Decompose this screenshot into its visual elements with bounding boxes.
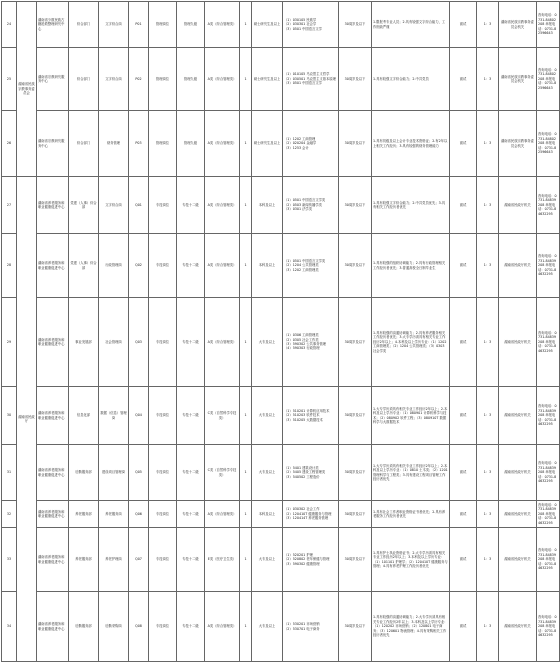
department: 综合部门 — [69, 111, 99, 177]
post-category: A类（综合管理类） — [205, 177, 240, 234]
major-item: （2）1204 公共管理类 — [284, 263, 319, 268]
row-number: 32 — [2, 501, 17, 528]
department: 养老服务部 — [69, 501, 99, 528]
supervising-dept: 湖南省民政厅机关 — [499, 528, 537, 592]
unit-name: 湖南省养老服务和职业健康促进中心 — [37, 528, 69, 592]
major-item: （3）0501 中国语言文学 — [284, 26, 322, 31]
row-number: 33 — [2, 528, 17, 592]
post-type: 管理岗位 — [149, 2, 177, 48]
post-grade: 专技十二级 — [177, 592, 205, 662]
major-item: （1）5401 建筑设计类 — [284, 465, 319, 470]
contact-phone: 咨询电话：0731-84839208 举报电话：0731-84632295 — [537, 528, 560, 592]
major-item: （2）030301 社会学 — [284, 22, 317, 27]
department: 养老服务部 — [69, 528, 99, 592]
post-grade: 专技十二级 — [177, 177, 205, 234]
row-number: 29 — [2, 298, 17, 387]
major-item: （3）120414T 养老服务管理 — [284, 516, 329, 521]
post-code: Q01 — [129, 177, 149, 234]
age-limit: 30周岁及以下 — [339, 111, 372, 177]
head-count: 1 — [240, 445, 252, 501]
major-list — [283, 528, 339, 592]
major-list — [283, 234, 339, 298]
row-number: 24 — [2, 2, 17, 48]
table-row — [2, 48, 560, 111]
post-type: 专技岗位 — [149, 177, 177, 234]
education: 本科及以上 — [252, 501, 283, 528]
post-name: 文字综合岗 — [99, 177, 129, 234]
exam-method: 面试 — [450, 387, 477, 445]
post-code: Q02 — [129, 234, 149, 298]
table-body — [2, 2, 560, 662]
post-code: Q07 — [129, 528, 149, 592]
major-list — [283, 177, 339, 234]
education: 大专及以上 — [252, 592, 283, 662]
row-number: 30 — [2, 387, 17, 445]
post-type: 专技岗位 — [149, 528, 177, 592]
post-category: A类（综合管理类） — [205, 111, 240, 177]
post-type: 专技岗位 — [149, 445, 177, 501]
major-item: （4）590303 行政管理 — [284, 346, 320, 351]
major-list — [283, 501, 339, 528]
other-requirements: 1.限报考专业人员；2.具有较强文字综合能力，工作细致严谨 — [372, 2, 450, 48]
major-item: （2）020204 金融学 — [284, 141, 317, 146]
major-item: （3）0501 中国语言文学 — [284, 81, 322, 86]
supervising-dept: 湖南省民政厅机关 — [499, 177, 537, 234]
head-count: 1 — [240, 298, 252, 387]
unit-name: 湖南省宗教研究服务中心 — [37, 48, 69, 111]
ratio: 1：3 — [477, 298, 499, 387]
table-row — [2, 445, 560, 501]
major-item: （2）030501 马克思主义基本原理 — [284, 76, 336, 81]
contact-phone: 咨询电话：0731-84802208 举报电话：0731-82596643 — [537, 48, 560, 111]
table-row — [2, 501, 560, 528]
exam-method: 面试 — [450, 2, 477, 48]
department: 综合部门 — [69, 48, 99, 111]
major-item: （2）5405 建设工程管理类 — [284, 470, 326, 475]
education: 硕士研究生及以上 — [252, 48, 283, 111]
major-item: （3）590302 健康管理 — [284, 561, 320, 566]
exam-method: 面试 — [450, 528, 477, 592]
major-list — [283, 111, 339, 177]
department: 党建（人事）综合部 — [69, 234, 99, 298]
department: 后勤服务部 — [69, 592, 99, 662]
department: 信息化部 — [69, 387, 99, 445]
head-count: 1 — [240, 177, 252, 234]
department: 后勤服务部 — [69, 445, 99, 501]
major-item: （1）0306 工商管理类 — [284, 333, 319, 338]
major-list — [283, 387, 339, 445]
contact-phone: 咨询电话：0731-84802208 举报电话：0731-82596643 — [537, 2, 560, 48]
major-item: （2）0305 社会工作类 — [284, 337, 319, 342]
contact-phone: 咨询电话：0731-84839208 举报电话：0731-84632295 — [537, 501, 560, 528]
post-code: P01 — [129, 2, 149, 48]
post-code: P02 — [129, 48, 149, 111]
supervising-dept: 湖南省民政厅机关 — [499, 445, 537, 501]
post-category: A类（综合管理类） — [205, 234, 240, 298]
post-grade: 专技十二级 — [177, 445, 205, 501]
unit-name: 湖南省养老服务和职业健康促进中心 — [37, 592, 69, 662]
major-list — [283, 48, 339, 111]
post-category: E类（医疗卫生类） — [205, 528, 240, 592]
table-row — [2, 2, 560, 48]
post-category: A类（综合管理类） — [205, 592, 240, 662]
major-item: （1）520201 护理 — [284, 552, 313, 557]
major-item: （3）1202 工商管理类 — [284, 267, 319, 272]
head-count: 1 — [240, 592, 252, 662]
education: 本科及以上 — [252, 234, 283, 298]
major-item: （3）510205 大数据技术 — [284, 417, 323, 422]
table-row — [2, 528, 560, 592]
post-grade: 管理九级 — [177, 2, 205, 48]
ratio: 1：3 — [477, 234, 499, 298]
supervising-dept: 湖南省民政厅机关 — [499, 387, 537, 445]
ratio: 1：3 — [477, 177, 499, 234]
other-requirements: 1.大专学历须具有相关专业工作经历2年以上；2.本科及以上学历专业：（1）080901 计算机科学与技术；（2）080902 软件工程；（3）080910T 数据科学与大数据技术 — [372, 387, 450, 445]
unit-name: 湖南省养老服务和职业健康促进中心 — [37, 298, 69, 387]
major-item: （1）530201 市场营销 — [284, 622, 320, 627]
supervising-dept: 湖南省民族宗教事务委员会机关 — [499, 48, 537, 111]
exam-method: 面试 — [450, 111, 477, 177]
education: 大专及以上 — [252, 387, 283, 445]
other-requirements: 1.具有较强的沟通协调能力；2.大专学历须具有相关专业工作经历2年以上；3.本科及以上学历专业：（1）120202 市场营销；（2）120801 电子商务；（3）120601 物流管理；4.具有采购相关工作经历者优先 — [372, 592, 450, 662]
age-limit: 30周岁及以下 — [339, 592, 372, 662]
head-count: 1 — [240, 2, 252, 48]
major-item: （1）010105 马克思主义哲学 — [284, 72, 330, 77]
major-item: （2）0503 新闻传播学类 — [284, 202, 322, 207]
head-count: 1 — [240, 234, 252, 298]
post-grade: 专技十二级 — [177, 298, 205, 387]
other-requirements: 1.具有护士执业资格证书；2.大专学历须具有相关专业工作经历2年以上；3.本科及以上学历专业：（1）101101 护理学；（2）120410T 健康服务与管理；4.具有养老护理工作经历者优先 — [372, 528, 450, 592]
post-grade: 专技十二级 — [177, 234, 205, 298]
post-grade: 专技十二级 — [177, 501, 205, 528]
post-category: A类（综合管理类） — [205, 2, 240, 48]
exam-method: 面试 — [450, 48, 477, 111]
contact-phone: 咨询电话：0731-84839208 举报电话：0731-84632295 — [537, 445, 560, 501]
head-count: 1 — [240, 501, 252, 528]
major-list — [283, 298, 339, 387]
major-item: （1）030105 民族学 — [284, 17, 317, 22]
ratio: 1：3 — [477, 387, 499, 445]
supervising-dept: 湖南省民政厅机关 — [499, 234, 537, 298]
education: 硕士研究生及以上 — [252, 2, 283, 48]
supervising-dept: 湖南省民政厅机关 — [499, 592, 537, 662]
post-category: A类（综合管理类） — [205, 48, 240, 111]
exam-method: 面试 — [450, 445, 477, 501]
ratio: 1：3 — [477, 111, 499, 177]
education: 硕士研究生及以上 — [252, 111, 283, 177]
major-item: （1）030302 社会工作 — [284, 507, 320, 512]
post-name: 社会管理岗 — [99, 298, 129, 387]
post-name: 养老护理岗 — [99, 528, 129, 592]
exam-method: 面试 — [450, 177, 477, 234]
department: 事业发展部 — [69, 298, 99, 387]
row-number: 31 — [2, 445, 17, 501]
age-limit: 30周岁及以下 — [339, 501, 372, 528]
age-limit: 30周岁及以下 — [339, 528, 372, 592]
major-item: （2）530701 电子商务 — [284, 626, 320, 631]
exam-method: 面试 — [450, 592, 477, 662]
post-name: 行政管理岗 — [99, 234, 129, 298]
post-name: 养老服务岗 — [99, 501, 129, 528]
unit-name: 湖南省宗教研究服务中心 — [37, 111, 69, 177]
group-label: 湖南省民族宗教事务委员会 — [17, 2, 37, 177]
table-row — [2, 111, 560, 177]
row-number: 34 — [2, 592, 17, 662]
major-item: （1）1202 工商管理 — [284, 136, 316, 141]
major-item: （1）510201 计算机应用技术 — [284, 408, 330, 413]
post-grade: 管理九级 — [177, 111, 205, 177]
ratio: 1：3 — [477, 48, 499, 111]
age-limit: 30周岁及以下 — [339, 177, 372, 234]
major-item: （1）0501 中国语言文学类 — [284, 198, 326, 203]
post-type: 管理岗位 — [149, 111, 177, 177]
unit-name: 湖南省养老服务和职业健康促进中心 — [37, 445, 69, 501]
post-category: C类（自然科学专技类） — [205, 445, 240, 501]
head-count: 1 — [240, 387, 252, 445]
unit-name: 湖南省养老服务和职业健康促进中心 — [37, 387, 69, 445]
education: 大专及以上 — [252, 445, 283, 501]
row-number: 26 — [2, 111, 17, 177]
post-type: 专技岗位 — [149, 387, 177, 445]
post-category: A类（综合管理类） — [205, 298, 240, 387]
post-code: Q08 — [129, 592, 149, 662]
education: 大专及以上 — [252, 298, 283, 387]
contact-phone: 咨询电话：0731-84839208 举报电话：0731-84632295 — [537, 387, 560, 445]
ratio: 1：3 — [477, 501, 499, 528]
post-grade: 专技十二级 — [177, 528, 205, 592]
age-limit: 30周岁及以下 — [339, 298, 372, 387]
post-name: 文字综合岗 — [99, 48, 129, 111]
post-code: Q03 — [129, 298, 149, 387]
other-requirements: 1.具有较强文字综合能力；2.中共党员 — [372, 48, 450, 111]
age-limit: 30周岁及以下 — [339, 445, 372, 501]
post-name: 后勤采购岗 — [99, 592, 129, 662]
table-row — [2, 387, 560, 445]
contact-phone: 咨询电话：0731-84802208 举报电话：0731-82596643 — [537, 111, 560, 177]
ratio: 1：3 — [477, 2, 499, 48]
major-item: （2）510203 软件技术 — [284, 413, 320, 418]
post-grade: 管理九级 — [177, 48, 205, 111]
post-type: 管理岗位 — [149, 48, 177, 111]
age-limit: 30周岁及以下 — [339, 2, 372, 48]
contact-phone: 咨询电话：0731-84839208 举报电话：0731-84632295 — [537, 298, 560, 387]
major-item: （1）0501 中国语言文学类 — [284, 258, 326, 263]
exam-method: 面试 — [450, 234, 477, 298]
exam-method: 面试 — [450, 501, 477, 528]
row-number: 25 — [2, 48, 17, 111]
row-number: 27 — [2, 177, 17, 234]
post-name: 文字综合岗 — [99, 2, 129, 48]
unit-name: 湖南省养老服务和职业健康促进中心 — [37, 234, 69, 298]
other-requirements: 1.具有初级及以上会计专业技术资格证；2.有2年以上相关工作经历；3.具有较强的财务管理能力 — [372, 111, 450, 177]
head-count: 1 — [240, 48, 252, 111]
major-item: （2）120410T 健康服务与管理 — [284, 511, 332, 516]
supervising-dept: 湖南省民族宗教事务委员会机关 — [499, 2, 537, 48]
other-requirements: 1.具有较强文字综合能力；2.中共党员优先；3.具有相关工作经历者优先 — [372, 177, 450, 234]
major-list — [283, 2, 339, 48]
unit-name: 湖南省养老服务和职业健康促进中心 — [37, 501, 69, 528]
education: 大专及以上 — [252, 528, 283, 592]
post-type: 专技岗位 — [149, 234, 177, 298]
exam-method: 面试 — [450, 298, 477, 387]
education: 本科及以上 — [252, 177, 283, 234]
post-code: Q05 — [129, 445, 149, 501]
major-list — [283, 445, 339, 501]
other-requirements: 1.具有较强的沟通协调能力；2.具有养老服务相关工作经历者优先；3.大专学历须具有相关专业工作经历2年以上；4.本科及以上学历专业：（1）1202 工商管理类；（2）1204 公共管理类；（3）0303 社会学类 — [372, 298, 450, 387]
major-item: （3）590302 公共事务管理 — [284, 342, 327, 346]
major-item: （3）0301 法学类 — [284, 207, 313, 212]
post-type: 专技岗位 — [149, 298, 177, 387]
post-type: 专技岗位 — [149, 592, 177, 662]
age-limit: 30周岁及以下 — [339, 234, 372, 298]
supervising-dept: 湖南省民政厅机关 — [499, 501, 537, 528]
head-count: 1 — [240, 528, 252, 592]
table-row — [2, 298, 560, 387]
contact-phone: 咨询电话：0731-84839208 举报电话：0731-84632295 — [537, 177, 560, 234]
post-type: 专技岗位 — [149, 501, 177, 528]
contact-phone: 咨询电话：0731-84839208 举报电话：0731-84632295 — [537, 592, 560, 662]
other-requirements: 1.具有社会工作者职业资格证书者优先；2.具有养老服务工作经历者优先 — [372, 501, 450, 528]
unit-name: 湖南省少数民族古籍抢救整理研究中心 — [37, 2, 69, 48]
post-name: 数据（信息）管理岗 — [99, 387, 129, 445]
row-number: 28 — [2, 234, 17, 298]
post-code: Q06 — [129, 501, 149, 528]
supervising-dept: 湖南省民族宗教事务委员会机关 — [499, 111, 537, 177]
group-label: 湖南省民政厅 — [17, 177, 37, 662]
major-item: （3）540502 工程造价 — [284, 474, 320, 479]
major-item: （3）1253 会计 — [284, 145, 309, 150]
post-grade: 专技十二级 — [177, 387, 205, 445]
age-limit: 30周岁及以下 — [339, 387, 372, 445]
other-requirements: 1.大专学历须具有相关专业工作经历2年以上；2.本科及以上学历专业：（1）0810 土木类；（2）1201 管理科学与工程类；3.具有建设工程项目管理工作经历者优先 — [372, 445, 450, 501]
department: 党建（人事）综合部 — [69, 177, 99, 234]
recruitment-table — [1, 1, 560, 662]
head-count: 1 — [240, 111, 252, 177]
post-name: 财务管理 — [99, 111, 129, 177]
post-code: Q04 — [129, 387, 149, 445]
ratio: 1：3 — [477, 592, 499, 662]
unit-name: 湖南省养老服务和职业健康促进中心 — [37, 177, 69, 234]
table-row — [2, 234, 560, 298]
table-row — [2, 592, 560, 662]
department: 综合部门 — [69, 2, 99, 48]
supervising-dept: 湖南省民政厅机关 — [499, 298, 537, 387]
post-category: A类（综合管理类） — [205, 501, 240, 528]
age-limit: 30周岁及以下 — [339, 48, 372, 111]
major-item: （2）520802 老年保健与管理 — [284, 557, 330, 562]
contact-phone: 咨询电话：0731-84839208 举报电话：0731-84632295 — [537, 234, 560, 298]
ratio: 1：3 — [477, 528, 499, 592]
table-row — [2, 177, 560, 234]
post-category: C类（自然科学专技类） — [205, 387, 240, 445]
post-code: P03 — [129, 111, 149, 177]
ratio: 1：3 — [477, 445, 499, 501]
major-list — [283, 592, 339, 662]
post-name: 建设项目管理岗 — [99, 445, 129, 501]
other-requirements: 1.具有较强的组织协调能力；2.具有行政管理相关工作经历者优先；3.普通高校全日制毕业生 — [372, 234, 450, 298]
